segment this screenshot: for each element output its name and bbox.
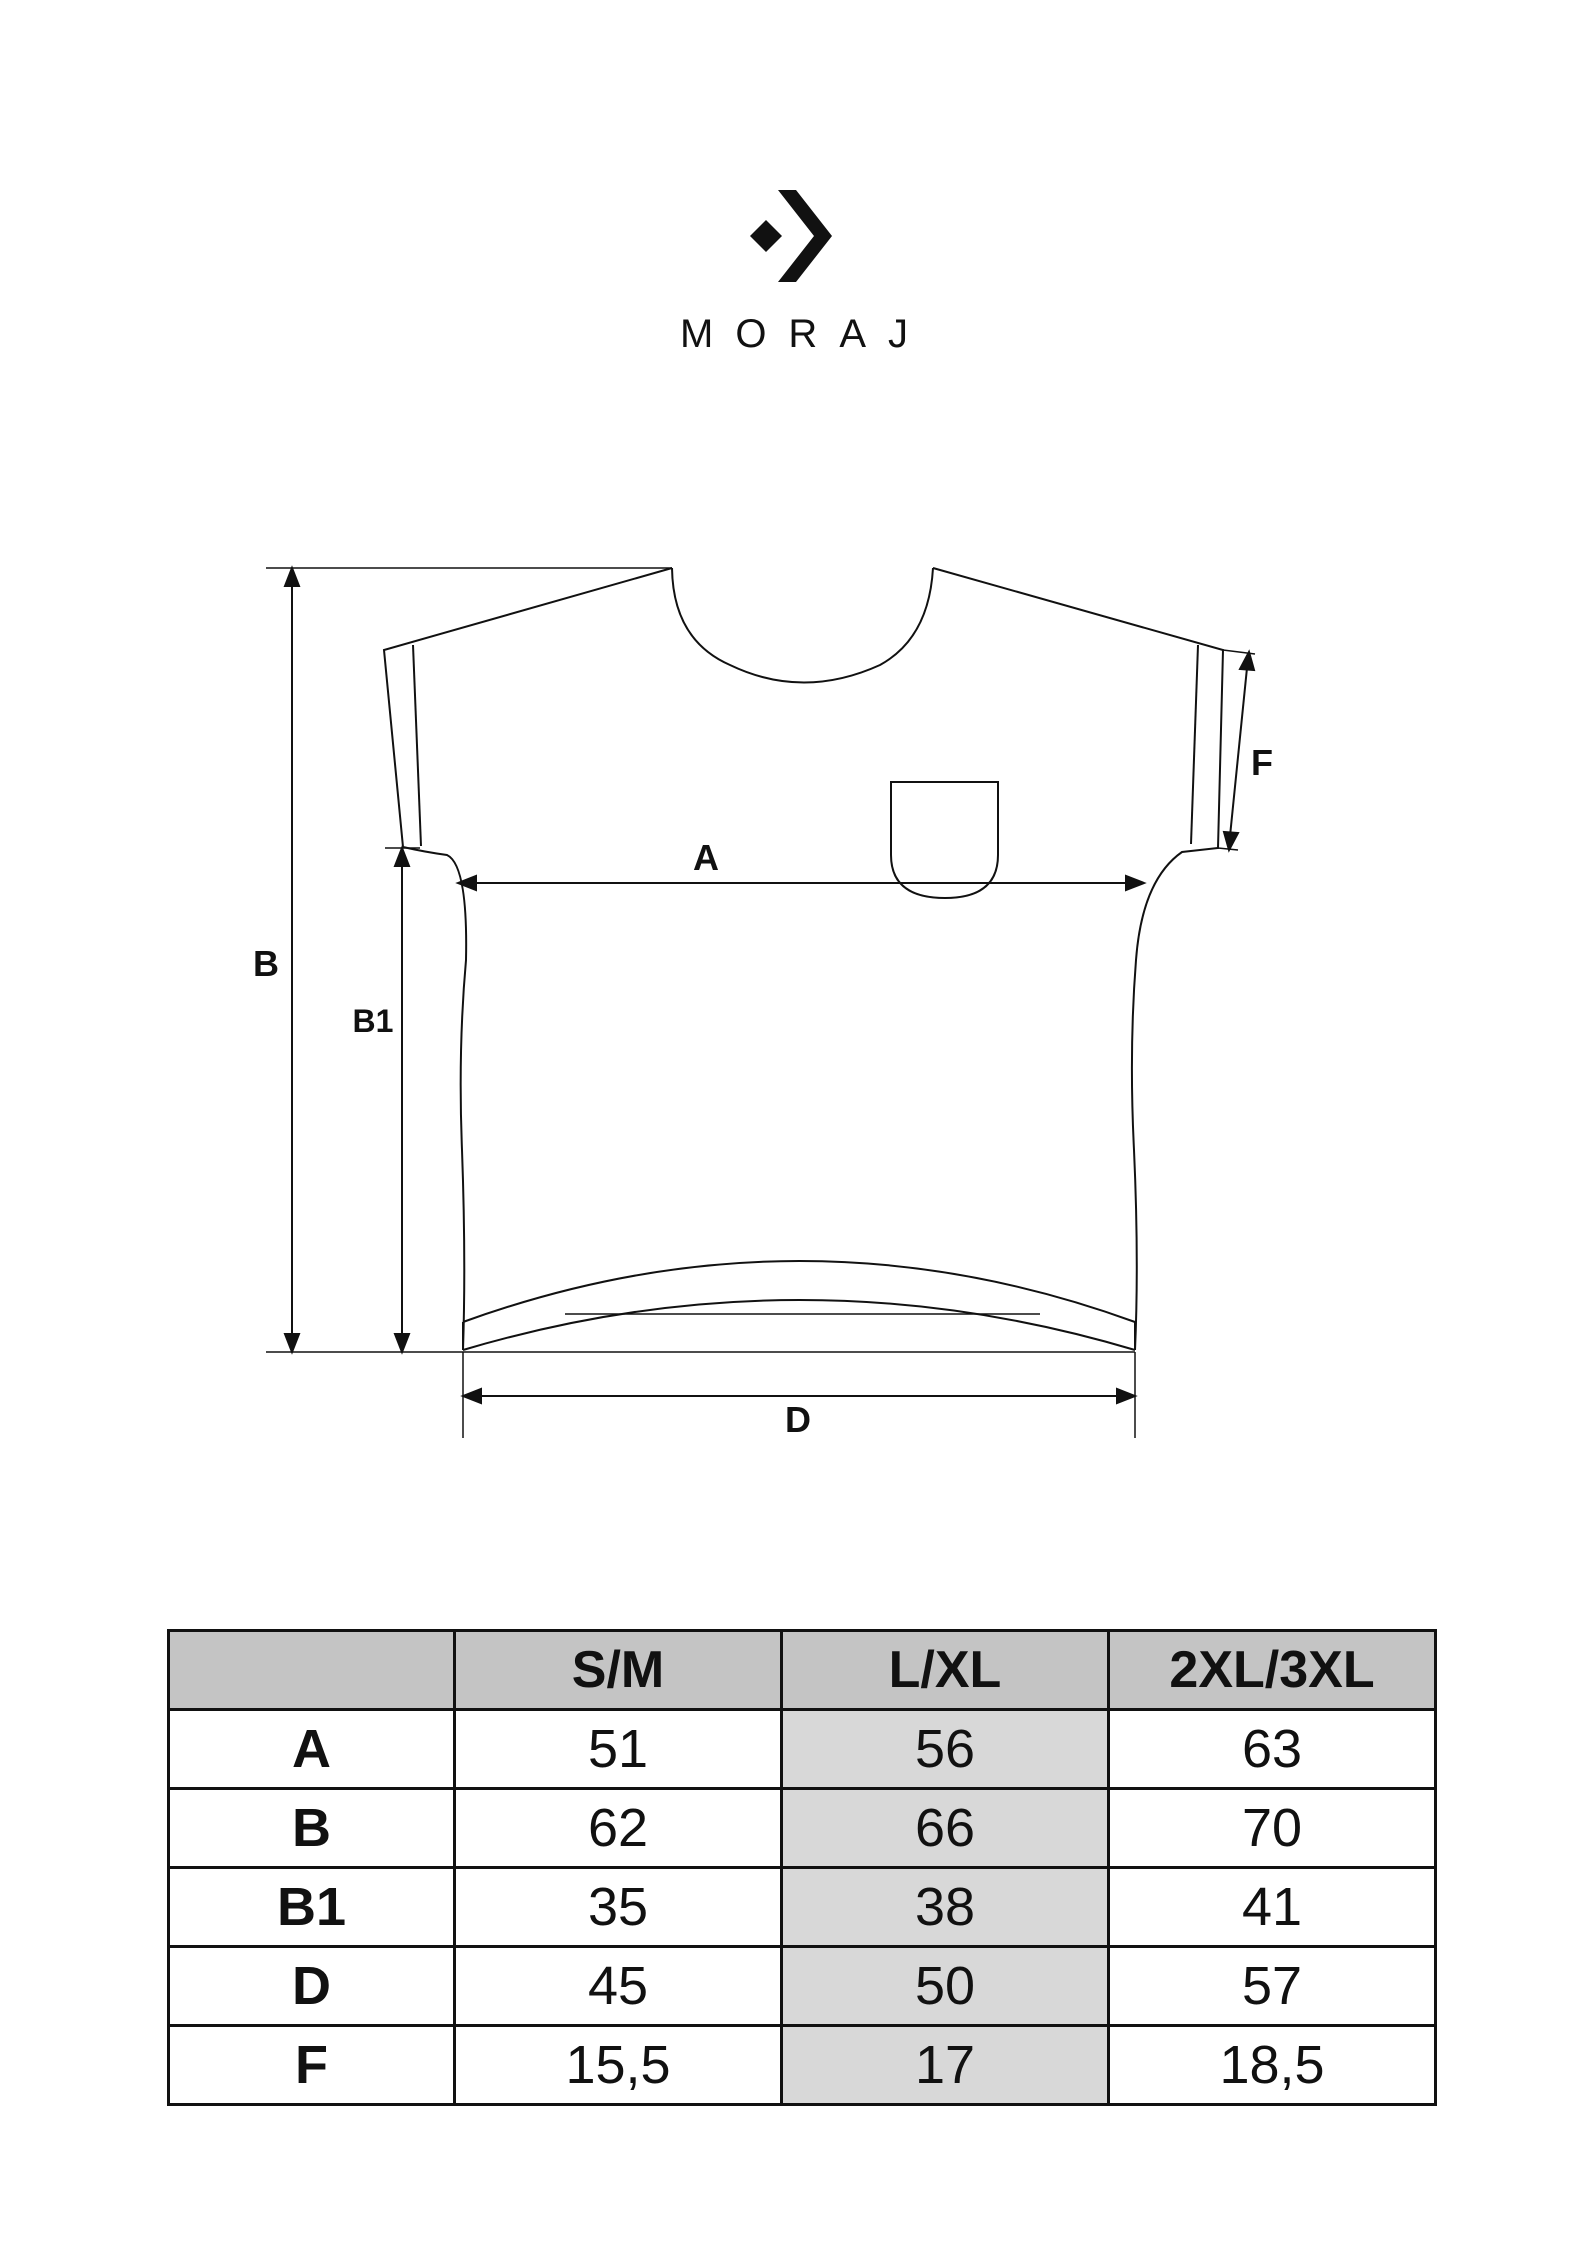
table-header-cell bbox=[169, 1631, 455, 1710]
table-cell: 57 bbox=[1109, 1947, 1436, 2026]
table-header-cell: 2XL/3XL bbox=[1109, 1631, 1436, 1710]
brand-name: MORAJ bbox=[680, 312, 930, 356]
row-label: D bbox=[169, 1947, 455, 2026]
table-row bbox=[169, 1789, 1436, 1868]
table-header-cell: S/M bbox=[455, 1631, 782, 1710]
neckline bbox=[672, 568, 933, 683]
label-b: B bbox=[253, 943, 279, 984]
table-cell: 45 bbox=[455, 1947, 782, 2026]
table-header-cell: L/XL bbox=[782, 1631, 1109, 1710]
table-cell: 50 bbox=[782, 1947, 1109, 2026]
table-cell: 41 bbox=[1109, 1868, 1436, 1947]
row-label: B1 bbox=[169, 1868, 455, 1947]
table-cell: 62 bbox=[455, 1789, 782, 1868]
table-cell: 18,5 bbox=[1109, 2026, 1436, 2105]
label-d: D bbox=[785, 1399, 811, 1440]
table-cell: 70 bbox=[1109, 1789, 1436, 1868]
label-b1: B1 bbox=[352, 1003, 394, 1039]
tshirt-outline bbox=[384, 568, 672, 1350]
table-row bbox=[169, 1947, 1436, 2026]
row-label: F bbox=[169, 2026, 455, 2105]
table-cell: 15,5 bbox=[455, 2026, 782, 2105]
table-cell: 38 bbox=[782, 1868, 1109, 1947]
row-label: B bbox=[169, 1789, 455, 1868]
table-cell: 66 bbox=[782, 1789, 1109, 1868]
table-row bbox=[169, 1710, 1436, 1789]
table-cell: 56 bbox=[782, 1710, 1109, 1789]
table-cell: 35 bbox=[455, 1868, 782, 1947]
table-cell: 51 bbox=[455, 1710, 782, 1789]
table-row bbox=[169, 2026, 1436, 2105]
table-header-row bbox=[169, 1631, 1436, 1710]
size-table bbox=[167, 1629, 1437, 2106]
dim-f-line bbox=[1229, 658, 1248, 846]
table-row bbox=[169, 1868, 1436, 1947]
label-f: F bbox=[1251, 742, 1273, 783]
row-label: A bbox=[169, 1710, 455, 1789]
hem-curve bbox=[463, 1261, 1135, 1322]
label-a: A bbox=[693, 837, 719, 878]
table-cell: 17 bbox=[782, 2026, 1109, 2105]
chest-pocket bbox=[891, 782, 998, 898]
table-cell: 63 bbox=[1109, 1710, 1436, 1789]
